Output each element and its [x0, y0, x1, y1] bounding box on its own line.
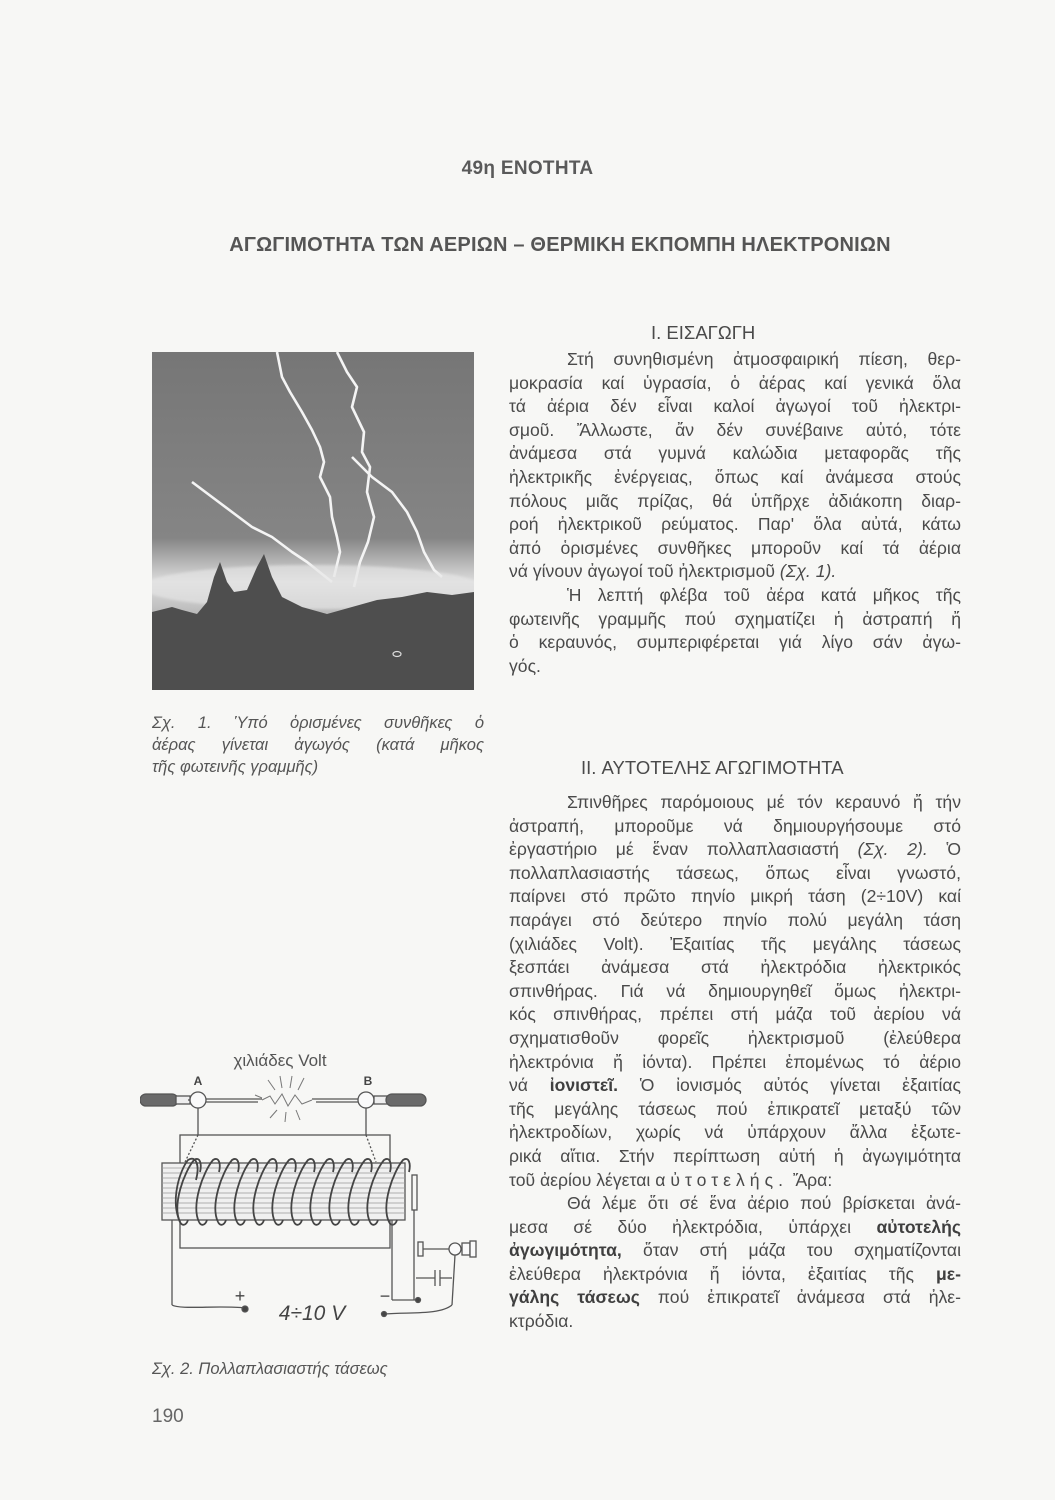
bold-term: γάλης τάσεως	[509, 1287, 640, 1308]
section1-body	[509, 348, 961, 678]
text-line: μοκρασία καί ὑγρασία, ὁ ἀέρας καί γενικά ὅλα	[509, 372, 961, 393]
text-line	[509, 1239, 961, 1263]
figure2-caption: Σχ. 2. Πολλαπλασιαστής τάσεως	[152, 1360, 388, 1378]
chapter-title: ΑΓΩΓΙΜΟΤΗΤΑ ΤΩΝ ΑΕΡΙΩΝ – ΘΕΡΜΙΚΗ ΕΚΠΟΜΠΗ ΗΛΕΚΤΡΟΝΙΩΝ	[229, 234, 891, 256]
text-line: σχηματισθοῦν φορεῖς ἠλεκτρισμοῦ (ἐλεύθερα	[509, 1027, 961, 1048]
handle-left	[140, 1094, 178, 1106]
text-line	[509, 1216, 961, 1240]
text-fragment: ἐργαστήριο μέ ἕναν πολλαπλασιαστή	[509, 839, 839, 860]
lightning-photo-graphic	[152, 352, 474, 690]
figure2-diagram	[140, 1040, 500, 1350]
bold-term: ἰονιστεῖ.	[549, 1075, 619, 1096]
caption-line: τῆς φωτεινῆς γραμμῆς)	[152, 757, 319, 776]
text-line: τῆς μεγάλης τάσεως πού ἐπικρατεῖ μεταξύ τῶν	[509, 1098, 961, 1119]
bold-term: αὐτοτελής	[876, 1216, 962, 1237]
handle-right	[386, 1094, 426, 1106]
coil-winding-bottom	[332, 1220, 340, 1225]
text-line: ἠλεκτρόνια ἤ ἰόντα). Πρέπει ἑπομένως τό ἀέριο	[509, 1051, 961, 1072]
bold-term: ἀγωγιμότητα,	[509, 1240, 622, 1261]
label-thousands-volt: χιλιάδες Volt	[233, 1051, 327, 1070]
spark	[255, 1076, 312, 1122]
text-line: ἠλεκτροδίων, χωρίς νά ὑπάρχουν ἄλλα ἐξωτε-	[509, 1122, 961, 1143]
label-plus: +	[234, 1286, 246, 1306]
text-line: ἀπό ὁρισμένες συνθῆκες μποροῦν καί τά ἀέρια	[509, 537, 961, 558]
caption-line: ἀέρας γίνεται ἀγωγός (κατά μῆκος	[152, 735, 484, 754]
unit-title: 49η ΕΝΟΤΗΤΑ	[461, 158, 594, 179]
section2-heading: II. ΑΥΤΟΤΕΛΗΣ ΑΓΩΓΙΜΟΤΗΤΑ	[581, 757, 844, 778]
figure-reference: (Σχ. 2).	[857, 839, 928, 860]
label-minus: −	[379, 1286, 391, 1306]
text-line	[509, 1074, 961, 1098]
label-a: A	[193, 1074, 203, 1088]
text-line: ροή ἠλεκτρικοῦ ρεύματος. Παρ' ὅλα αὐτά, κάτω	[509, 514, 961, 535]
bold-term: με-	[936, 1263, 961, 1284]
text-line: πόλους μιᾶς πρίζας, θά ὑπῆρχε ἀδιάκοπη διαρ-	[509, 490, 961, 511]
text-line: ρικά αἴτια. Στήν περίπτωση αὐτή ἡ ἀγωγιμότητα	[509, 1145, 961, 1166]
text-line: Ἡ λεπτή φλέβα τοῦ ἀέρα κατά μῆκος τῆς	[567, 584, 961, 605]
text-line: σμοῦ. Ἄλλωστε, ἄν δέν συνέβαινε αὐτό, τότε	[509, 419, 961, 440]
terminal-b	[358, 1092, 374, 1108]
coil-winding-bottom	[370, 1220, 378, 1225]
figure1-caption	[152, 713, 484, 778]
coil-winding-bottom	[313, 1220, 321, 1225]
text-line: κτρόδια.	[509, 1311, 574, 1332]
induction-coil-diagram	[140, 1040, 500, 1350]
handle-left-ferrule	[176, 1096, 190, 1104]
section2-body	[509, 791, 961, 1334]
text-fragment: Ὁ	[946, 839, 962, 860]
text-line: σπινθήρας. Γιά νά δημιουργηθεῖ ὅμως ἠλεκτρι-	[509, 980, 961, 1001]
coil-winding-bottom	[180, 1220, 188, 1225]
text-line: (χιλιάδες Volt). Ἐξαιτίας τῆς μεγάλης τάσεως	[509, 933, 961, 954]
text-line: φωτεινῆς γραμμῆς πού σχηματίζει ἡ ἀστραπή ἤ	[509, 608, 961, 629]
text-fragment: Ὁ ἰονισμός αὐτός γίνεται ἐξαιτίας	[639, 1075, 962, 1096]
coil-winding-bottom	[237, 1220, 245, 1225]
text-line: παράγει στό δεύτερο πηνίο πολύ μεγάλη τάση	[509, 909, 961, 930]
text-fragment: μεσα σέ δύο ἠλεκτρόδια, ὑπάρχει	[509, 1216, 852, 1237]
text-line	[509, 1169, 961, 1193]
text-line: ὁ κεραυνός, συμπεριφέρεται γιά λίγο σάν ἀγω-	[509, 632, 961, 653]
terminal-a	[190, 1092, 206, 1108]
caption-line: Σχ. 1. Ὑπό ὁρισμένες συνθῆκες ὁ	[152, 714, 484, 732]
adjust-screw	[449, 1243, 461, 1255]
text-line: κός σπινθήρας, πρέπει στή μάζα τοῦ ἀερίου νά	[509, 1004, 961, 1025]
text-line	[509, 1286, 961, 1310]
coil-winding-bottom	[199, 1220, 207, 1225]
coil-winding-bottom	[218, 1220, 226, 1225]
text-line: Στή συνηθισμένη ἀτμοσφαιρική πίεση, θερ-	[567, 349, 961, 369]
text-line: ἀνάμεσα στά γυμνά καλώδια μεταφορᾶς τῆς	[509, 443, 961, 464]
text-fragment: πού ἐπικρατεῖ ἀνάμεσα στά ἠλε-	[657, 1287, 961, 1308]
text-line: τά ἀέρια δέν εἶναι καλοί ἀγωγοί τοῦ ἠλεκτρι-	[509, 396, 961, 417]
text-fragment: ἐλεύθερα ἠλεκτρόνια ἤ ἰόντα, ἐξαιτίας τῆς	[509, 1263, 914, 1284]
spaced-term: αὐτοτελής.	[655, 1169, 788, 1190]
section1-heading: I. ΕΙΣΑΓΩΓΗ	[651, 322, 756, 343]
terminal-minus	[382, 1312, 387, 1317]
text-line	[509, 838, 961, 862]
interrupter-spring	[412, 1175, 417, 1210]
text-line: ἀστραπή, μποροῦμε νά δημιουργήσουμε στό	[509, 815, 961, 836]
text-line: παίρνει στό πρῶτο πηνίο μικρή τάση (2÷10V) καί	[509, 886, 961, 907]
text-fragment: νά γίνουν ἀγωγοί τοῦ ἠλεκτρισμοῦ	[509, 561, 776, 582]
text-fragment: τοῦ ἀερίου λέγεται	[509, 1169, 651, 1190]
text-fragment: ὅταν στή μάζα του σχηματίζονται	[643, 1240, 961, 1261]
text-fragment: νά	[509, 1075, 528, 1096]
text-line: ἠλεκτρικῆς ἐνέργειας, ὅπως καί ἀνάμεσα στούς	[509, 466, 961, 487]
text-line: γός.	[509, 655, 541, 676]
page-number: 190	[152, 1406, 184, 1427]
text-line	[509, 1263, 961, 1287]
coil-winding-bottom	[275, 1220, 283, 1225]
figure-reference: (Σχ. 1).	[779, 561, 837, 582]
coil-winding-bottom	[294, 1220, 302, 1225]
text-line: Σπινθῆρες παρόμοιους μέ τόν κεραυνό ἤ τήν	[567, 792, 961, 812]
text-line	[509, 560, 961, 584]
label-b: B	[363, 1074, 373, 1088]
lightning-photo	[152, 352, 474, 690]
coil-winding-bottom	[351, 1220, 359, 1225]
label-voltage: 4÷10 V	[278, 1302, 346, 1325]
coil-winding-bottom	[256, 1220, 264, 1225]
text-line: Θά λέμε ὅτι σέ ἕνα ἀέριο πού βρίσκεται ἀνά-	[567, 1193, 961, 1214]
text-fragment: Ἄρα:	[792, 1169, 833, 1190]
text-line: ξεσπάει ἀνάμεσα στά ἠλεκτρόδια ἠλεκτρικός	[509, 957, 961, 978]
terminal-plus	[242, 1306, 248, 1312]
text-line: πολλαπλασιαστής τάσεως, ὅπως εἶναι γνωστό,	[509, 862, 961, 883]
